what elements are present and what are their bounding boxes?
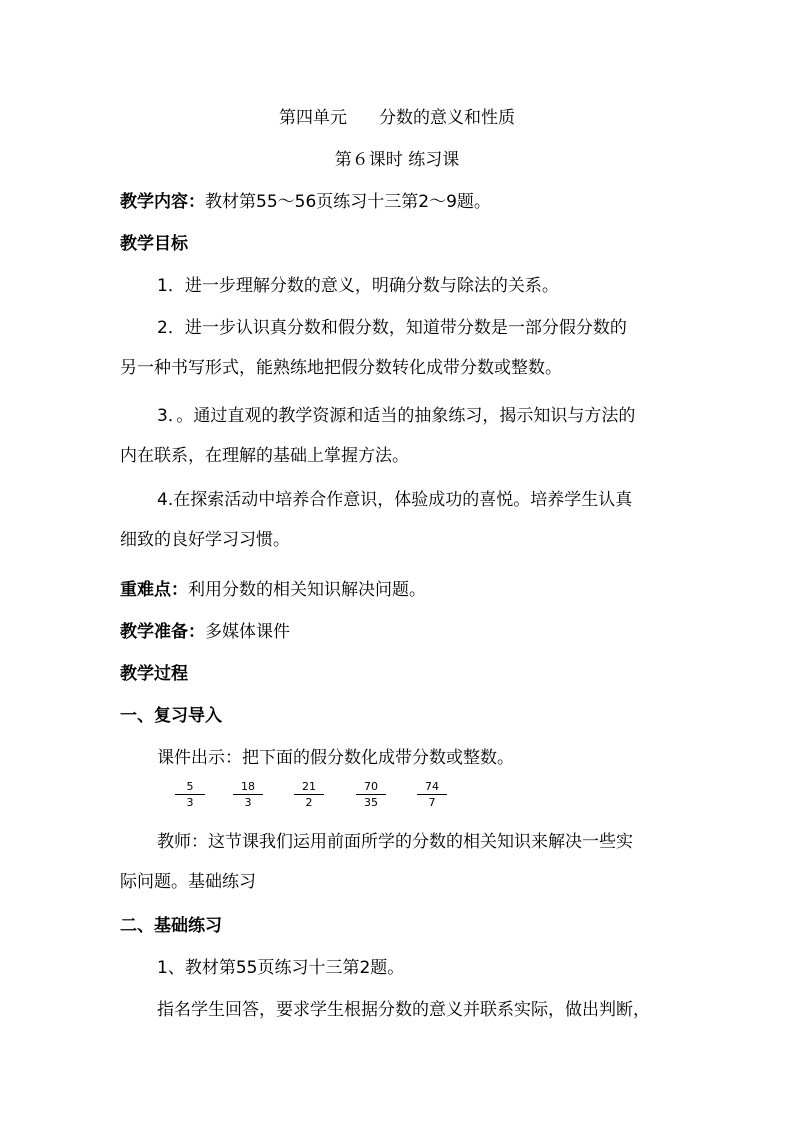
objective-2-line-1: 2．进一步认识真分数和假分数，知道带分数是一部分假分数的 bbox=[157, 318, 627, 338]
objective-1: 1．进一步理解分数的意义，明确分数与除法的关系。 bbox=[157, 276, 559, 296]
unit-name: 第四单元 bbox=[279, 108, 347, 128]
teaching-content-label: 教学内容： bbox=[120, 192, 205, 212]
objective-3-line-1: 3．。通过直观的教学资源和适当的抽象练习，揭示知识与方法的 bbox=[157, 406, 636, 426]
teacher-line-1: 教师：这节课我们运用前面所学的分数的相关知识来解决一些实 bbox=[157, 832, 633, 852]
fraction-numerator: 18 bbox=[233, 780, 263, 795]
fraction-5 bbox=[417, 780, 447, 809]
fraction-denominator: 2 bbox=[305, 796, 313, 809]
lesson-title: 第６课时 练习课 bbox=[334, 150, 460, 170]
objective-2-line-2: 另一种书写形式，能熟练地把假分数转化成带分数或整数。 bbox=[120, 358, 562, 378]
fraction-numerator: 21 bbox=[294, 780, 324, 795]
practice-item-1: 1、教材第55页练习十三第2题。 bbox=[157, 958, 405, 978]
key-points bbox=[120, 578, 426, 602]
teacher-line-2: 际问题。基础练习 bbox=[120, 872, 256, 892]
teaching-content bbox=[120, 190, 491, 214]
fraction-numerator: 5 bbox=[175, 780, 205, 795]
fraction-denominator: 3 bbox=[244, 796, 252, 809]
unit-topic: 分数的意义和性质 bbox=[379, 108, 515, 128]
objective-3-line-2: 内在联系，在理解的基础上掌握方法。 bbox=[120, 446, 409, 466]
section-1-heading: 一、复习导入 bbox=[120, 706, 222, 726]
fraction-numerator: 70 bbox=[356, 780, 386, 795]
fraction-3 bbox=[294, 780, 324, 809]
fraction-2 bbox=[233, 780, 263, 809]
teaching-preparation bbox=[120, 620, 290, 644]
section-2-heading: 二、基础练习 bbox=[120, 916, 222, 936]
teaching-content-text: 教材第55～56页练习十三第2～9题。 bbox=[205, 192, 491, 212]
key-points-label: 重难点： bbox=[120, 580, 188, 600]
fraction-denominator: 3 bbox=[186, 796, 194, 809]
key-points-text: 利用分数的相关知识解决问题。 bbox=[188, 580, 426, 600]
process-heading: 教学过程 bbox=[120, 664, 188, 684]
fraction-denominator: 7 bbox=[428, 796, 436, 809]
fraction-numerator: 74 bbox=[417, 780, 447, 795]
fraction-1 bbox=[175, 780, 205, 809]
objective-4-line-2: 细致的良好学习习惯。 bbox=[120, 530, 290, 550]
unit-title bbox=[0, 106, 794, 130]
preparation-text: 多媒体课件 bbox=[205, 622, 290, 642]
preparation-label: 教学准备： bbox=[120, 622, 205, 642]
objective-4-line-1: 4.在探索活动中培养合作意识，体验成功的喜悦。培养学生认真 bbox=[157, 490, 633, 510]
fraction-denominator: 35 bbox=[364, 796, 378, 809]
objectives-heading: 教学目标 bbox=[120, 234, 188, 254]
courseware-line: 课件出示：把下面的假分数化成带分数或整数。 bbox=[157, 748, 514, 768]
practice-item-1-desc: 指名学生回答，要求学生根据分数的意义并联系实际，做出判断， bbox=[157, 1000, 650, 1020]
fraction-4 bbox=[356, 780, 386, 809]
